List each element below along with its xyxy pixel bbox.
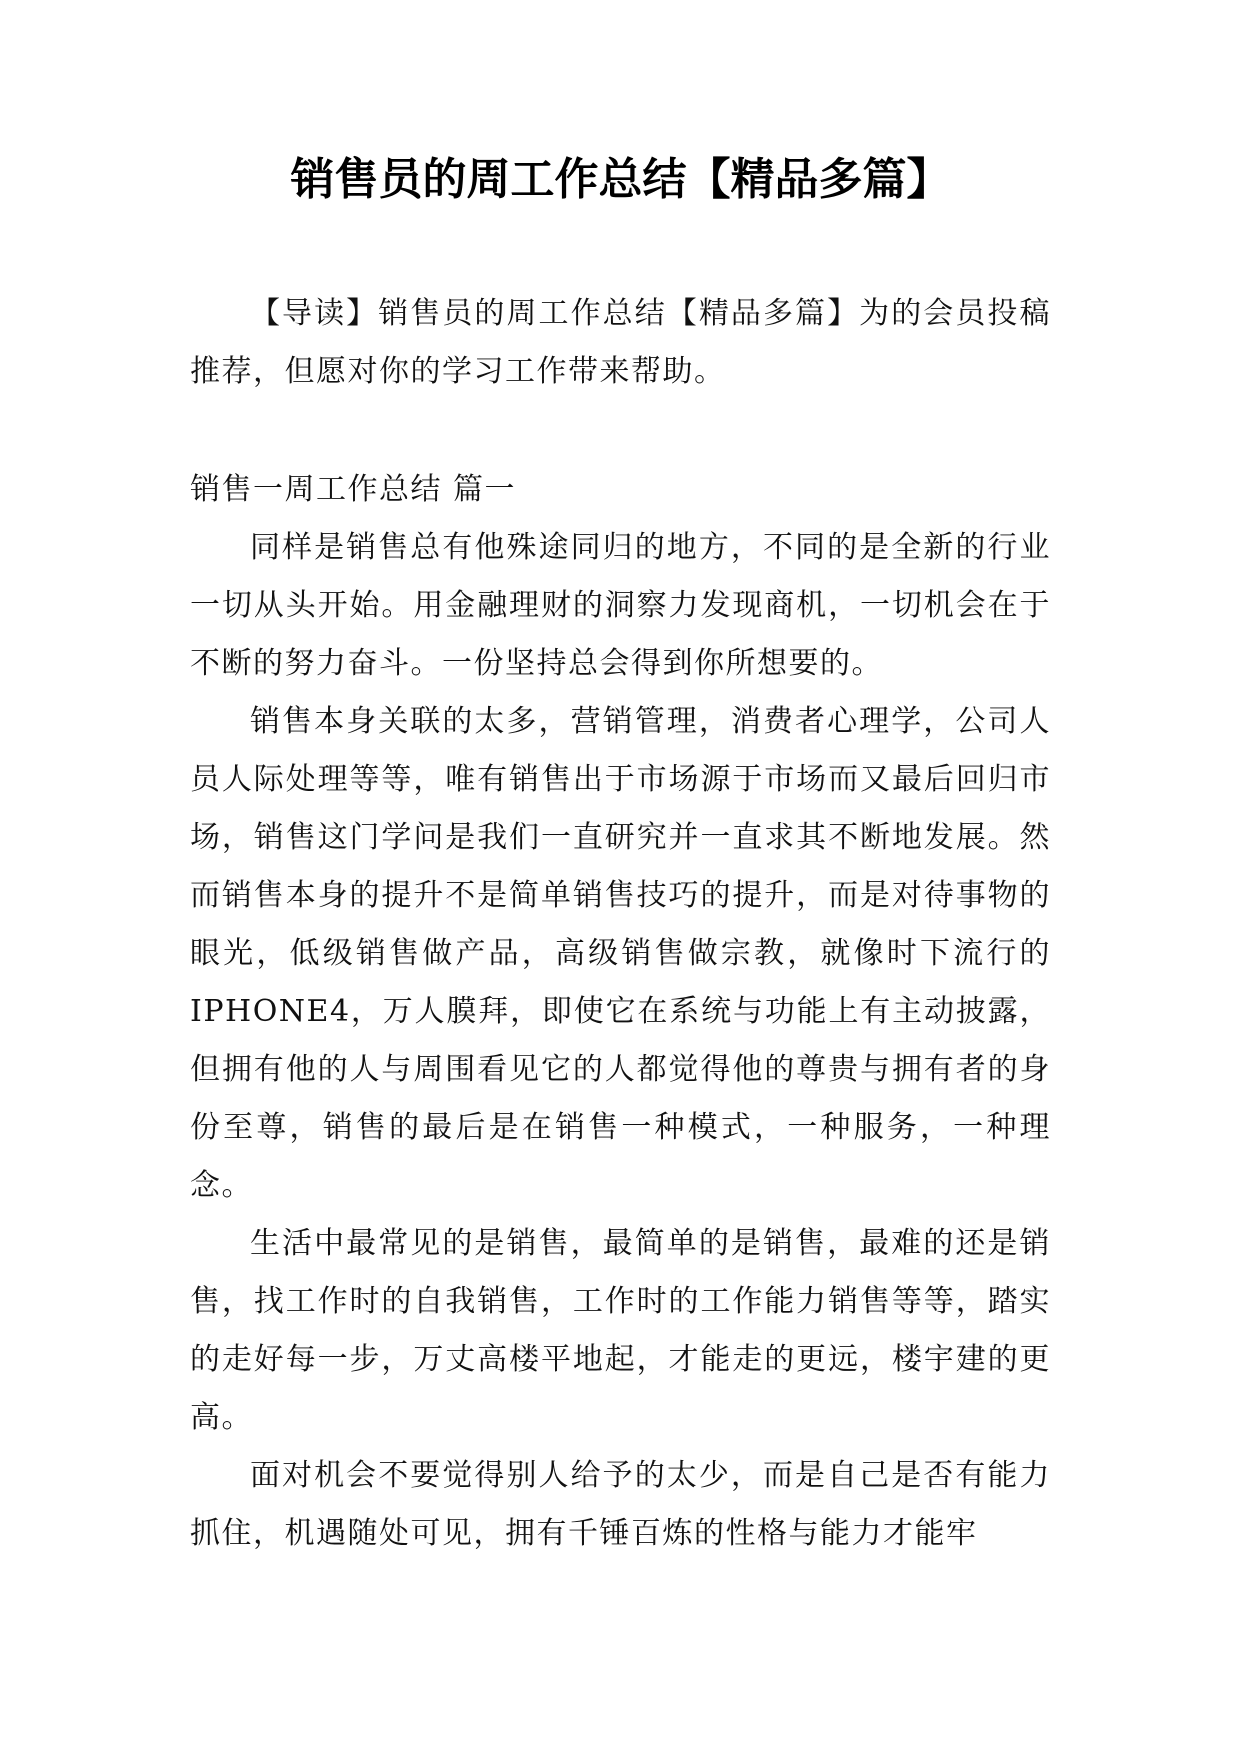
body-paragraph-3: 生活中最常见的是销售，最简单的是销售，最难的还是销售，找工作时的自我销售，工作时的工作能力销售等等，踏实的走好每一步，万丈高楼平地起，才能走的更远，楼宇建的更高。: [190, 1226, 1051, 1435]
body-paragraph-4: 面对机会不要觉得别人给予的太少，而是自己是否有能力抓住，机遇随处可见，拥有千锤百炼的性格与能力才能牢: [190, 1458, 1051, 1551]
document-body: [190, 285, 1051, 1563]
body-paragraph-2: 销售本身关联的太多，营销管理，消费者心理学，公司人员人际处理等等，唯有销售出于市场源于市场而又最后回归市场，销售这门学问是我们一直研究并一直求其不断地发展。然而销售本身的提升不是简单销售技巧的提升，而是对待事物的眼光，低级销售做产品，高级销售做宗教，就像时下流行的IPHONE4，万人膜拜，即使它在系统与功能上有主动披露，但拥有他的人与周围看见它的人都觉得他的尊贵与拥有者的身份至尊，销售的最后是在销售一种模式，一种服务，一种理念。: [190, 704, 1051, 1203]
section-heading: 销售一周工作总结 篇一: [190, 472, 517, 507]
intro-paragraph: 【导读】销售员的周工作总结【精品多篇】为的会员投稿推荐，但愿对你的学习工作带来帮助。: [190, 296, 1051, 389]
body-paragraph-1: 同样是销售总有他殊途同归的地方，不同的是全新的行业一切从头开始。用金融理财的洞察力发现商机，一切机会在于不断的努力奋斗。一份坚持总会得到你所想要的。: [190, 530, 1051, 681]
document-title: 销售员的周工作总结【精品多篇】: [290, 154, 951, 205]
